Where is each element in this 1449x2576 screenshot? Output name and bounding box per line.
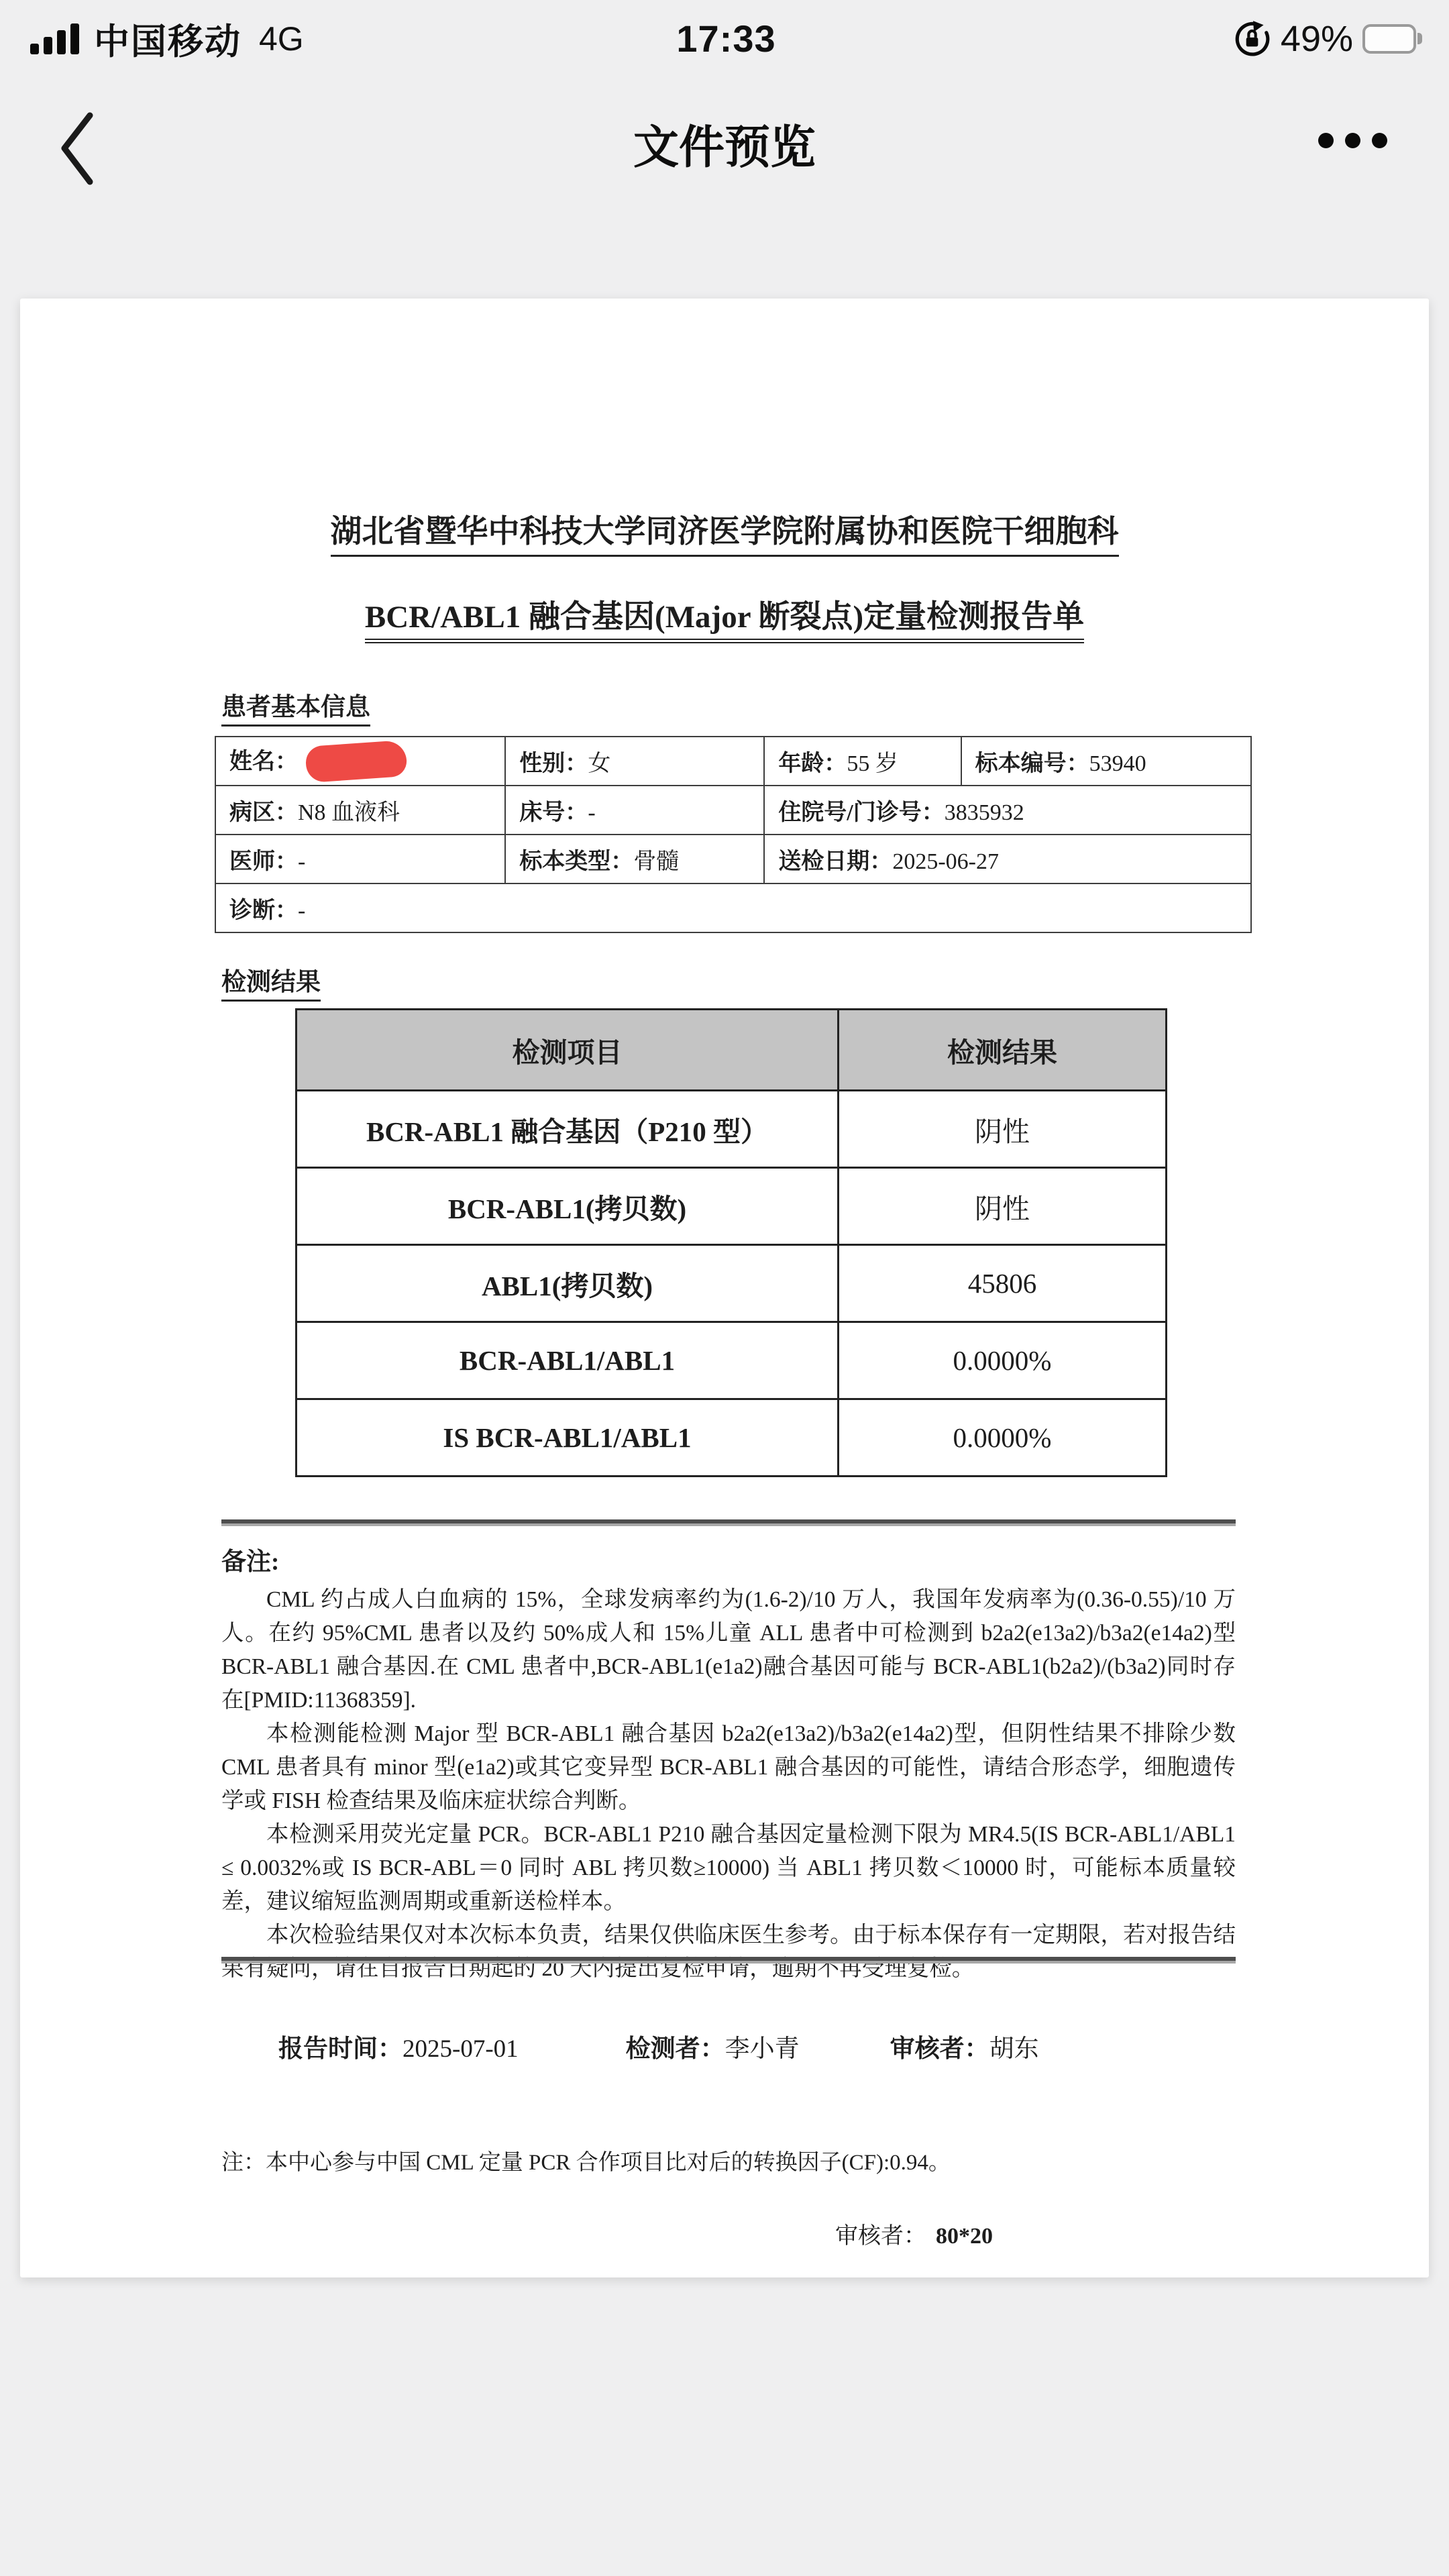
ward-cell: 病区：N8 血液科 [215,786,505,835]
table-row [215,737,1251,786]
battery-icon [1362,24,1422,54]
table-row [215,835,1251,883]
remarks-label: 备注: [221,1548,280,1576]
reviewer-stamp-placeholder: 审核者： 80*20 [835,2224,993,2249]
name-redaction-scribble [305,739,407,782]
send-date-cell: 送检日期：2025-06-27 [764,835,1251,883]
status-left [30,13,304,64]
table-row: BCR-ABL1 融合基因（P210 型） 阴性 [297,1091,1167,1168]
table-row: BCR-ABL1(拷贝数) 阴性 [297,1168,1167,1245]
tester: 检测者：李小青 [625,2035,800,2063]
status-bar [30,10,1422,67]
diagnosis-cell: 诊断：- [215,883,1251,932]
report-time: 报告时间：2025-07-01 [278,2035,519,2063]
patient-info-section-label: 患者基本信息 [221,686,370,722]
remark-paragraph: 本次检验结果仅对本次标本负责，结果仅供临床医生参考。由于标本保存有一定期限，若对报告结果有疑问，请在自报告日期起的 20 天内提出复检申请，逾期不再受理复检。 [221,1923,1236,1981]
table-row [215,786,1251,835]
bed-cell: 床号：- [505,786,764,835]
patient-age-cell: 年龄：55 岁 [764,737,961,786]
nav-bar [0,94,1449,201]
report-title: BCR/ABL1 融合基因(Major 断裂点)定量检测报告单 [20,592,1429,637]
remark-paragraph: CML 约占成人白血病的 15%，全球发病率约为(1.6-2)/10 万人，我国年发病率为(0.36-0.55)/10 万人。在约 95%CML 患者以及约 50%成人和 15%儿童 ALL 患者中可检测到 b2a2(e13a2)/b3a2(e14a2)型 BCR-ABL1 融合基因.在 CML 患者中,BCR-ABL1(e1a2)融合基因可能与 BCR-ABL1(b2a2)/(b3a2)同时存在[PMID:11368359]. [221,1587,1236,1713]
patient-name-cell: 姓名： [215,737,505,786]
reviewer: 审核者：胡东 [890,2035,1039,2063]
sample-id-cell: 标本编号：53940 [961,737,1251,786]
clock: 17:33 [676,17,776,60]
signal-bars-icon [30,23,79,54]
table-row [215,883,1251,932]
results-header-result: 检测结果 [839,1010,1167,1091]
results-section-label: 检测结果 [221,961,321,998]
carrier-label: 中国移动 [94,21,241,62]
table-row: BCR-ABL1/ABL1 0.0000% [297,1322,1167,1399]
battery-percent-label: 49% [1280,18,1353,59]
orientation-lock-icon [1232,19,1271,58]
report-signature-line [278,2028,1039,2064]
separator-rule-bottom [221,1957,1236,1964]
table-header-row [297,1010,1167,1091]
remarks-text [221,1583,1236,1986]
patient-sex-cell: 性别：女 [505,737,764,786]
patient-info-table [215,736,1252,933]
status-right [1232,18,1422,60]
network-type-label: 4G [259,19,304,58]
separator-rule-top [221,1519,1236,1526]
remark-paragraph: 本检测能检测 Major 型 BCR-ABL1 融合基因 b2a2(e13a2)/b3a2(e14a2)型，但阴性结果不排除少数 CML 患者具有 minor 型(e1a2)或其它变异型 BCR-ABL1 融合基因的可能性，请结合形态学，细胞遗传学或 FISH 检查结果及临床症状综合判断。 [221,1721,1236,1813]
document-preview-page[interactable] [20,299,1429,2277]
results-table [295,1008,1167,1477]
doctor-cell: 医师：- [215,835,505,883]
admission-number-cell: 住院号/门诊号：3835932 [764,786,1251,835]
table-row: ABL1(拷贝数) 45806 [297,1245,1167,1322]
conversion-factor-note: 注：本中心参与中国 CML 定量 PCR 合作项目比对后的转换因子(CF):0.94。 [221,2151,951,2175]
sample-type-cell: 标本类型：骨髓 [505,835,764,883]
report-hospital-title: 湖北省暨华中科技大学同济医学院附属协和医院干细胞科 [20,506,1429,551]
table-row: IS BCR-ABL1/ABL1 0.0000% [297,1399,1167,1477]
page-title: 文件预览 [633,122,816,173]
ellipsis-icon [1318,133,1334,148]
remark-paragraph: 本检测采用荧光定量 PCR。BCR-ABL1 P210 融合基因定量检测下限为 MR4.5(IS BCR-ABL1/ABL1 ≤ 0.0032%或 IS BCR-ABL＝0 同时 ABL 拷贝数≥10000) 当 ABL1 拷贝数＜10000 时，可能标本质量较差，建议缩短监测周期或重新送检样本。 [221,1822,1236,1914]
more-button[interactable] [1318,133,1387,148]
results-header-item: 检测项目 [297,1010,839,1091]
